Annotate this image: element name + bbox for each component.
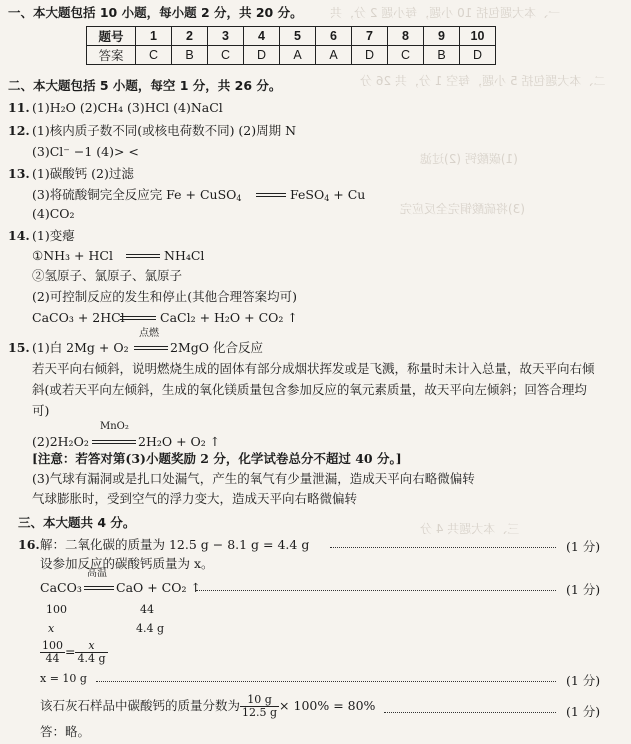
q16-equation-right: CaO + CO₂ ↑	[116, 580, 201, 595]
dotted-leader	[96, 681, 556, 682]
q12-line-2: (3)Cl⁻ −1 (4)> <	[32, 144, 139, 159]
q15-paragraph-line-3: 可)	[32, 403, 50, 418]
fraction	[75, 640, 107, 665]
q16-line-2: 设参加反应的碳酸钙质量为 x。	[40, 556, 214, 571]
numerator: 10 g	[240, 694, 279, 707]
q15-line-1-left: (1)白 2Mg + O₂	[32, 340, 129, 355]
score-mark: (1 分)	[566, 539, 601, 554]
bleed-through-text: 三、本大题共 4 分	[420, 522, 520, 536]
answer-cell: B	[172, 46, 208, 65]
co2-mass: 4.4 g	[136, 622, 165, 635]
q15-paragraph-line-2: 斜(或若天平向左倾斜，生成的氧化镁质量包含参加反应的氧元素质量，故天平向左倾斜；回答合理均	[32, 382, 587, 397]
score-mark: (1 分)	[566, 673, 601, 688]
answer-table	[86, 26, 496, 65]
q15-line-2-left: (2)2H₂O₂	[32, 434, 89, 449]
score-mark: (1 分)	[566, 582, 601, 597]
q16-condition-heat: 高温	[87, 568, 107, 579]
denominator: 12.5 g	[242, 706, 278, 719]
q15-condition-ignite: 点燃	[139, 328, 159, 339]
numerator: 100	[42, 639, 63, 652]
dotted-leader	[384, 712, 556, 713]
q14-line-3: ②氢原子、氯原子、氯原子	[32, 268, 183, 283]
question-number: 15.	[8, 340, 30, 355]
answer-cell: D	[244, 46, 280, 65]
answer-cell: D	[352, 46, 388, 65]
molar-mass-caco3: 100	[46, 603, 67, 616]
equals-sign	[92, 440, 136, 444]
question-number-row	[87, 27, 496, 46]
q15-paragraph-line-1: 若天平向右倾斜，说明燃烧生成的固体有部分成烟状挥发或是飞溅，称量时未计入总量，故天平向右倾	[32, 361, 595, 376]
question-number: 4	[244, 27, 280, 46]
question-number: 13.	[8, 166, 30, 181]
molar-mass-co2: 44	[140, 603, 154, 616]
answer-cell: C	[208, 46, 244, 65]
q13-line-1: (1)碳酸钙 (2)过滤	[32, 166, 134, 181]
q16-equation-left: CaCO₃	[40, 580, 82, 595]
question-number: 8	[388, 27, 424, 46]
bleed-through-text: (3)将硫酸铜完全反应完	[400, 202, 525, 216]
q15-line-2-right: 2H₂O + O₂ ↑	[138, 434, 221, 449]
q16-final-text: 该石灰石样品中碳酸钙的质量分数为	[40, 698, 241, 713]
question-number: 1	[136, 27, 172, 46]
q15-catalyst: MnO₂	[100, 421, 129, 432]
question-number: 6	[316, 27, 352, 46]
section-3-heading: 三、本大题共 4 分。	[18, 515, 136, 530]
q14-line-4: (2)可控制反应的发生和停止(其他合理答案均可)	[32, 289, 297, 304]
answer-cell: B	[424, 46, 460, 65]
equals-sign	[120, 316, 156, 320]
q15-line-4: 气球膨胀时，受到空气的浮力变大，造成天平向右略微偏转	[32, 491, 358, 506]
q13-line-2: (3)将硫酸铜完全反应完 Fe + CuSO$_4$	[32, 187, 242, 203]
q13-line-3: (4)CO₂	[32, 206, 75, 221]
denominator: 44	[45, 652, 60, 665]
dotted-leader	[330, 547, 556, 548]
answer-cell: C	[136, 46, 172, 65]
q16-final-line	[40, 692, 375, 720]
answer-cell: D	[460, 46, 496, 65]
q15-line-3: (3)气球有漏洞或是扎口处漏气，产生的氧气有少量泄漏，造成天平向右略微偏转	[32, 471, 475, 486]
score-mark: (1 分)	[566, 704, 601, 719]
question-number: 12.	[8, 123, 30, 138]
equals-sign	[134, 346, 168, 350]
question-number: 5	[280, 27, 316, 46]
q14-line-5-right: CaCl₂ + H₂O + CO₂ ↑	[160, 310, 298, 325]
q16-answer: 答：略。	[40, 724, 91, 739]
q15-line-1-right: 2MgO 化合反应	[170, 340, 263, 355]
q14-line-2-left: ①NH₃ + HCl	[32, 248, 113, 263]
question-number: 10	[460, 27, 496, 46]
q11-answer: (1)H₂O (2)CH₄ (3)HCl (4)NaCl	[32, 100, 223, 115]
proportion-equation: $\frac{100}{44}$ = $\frac{x}{4.4 g}$	[42, 639, 106, 665]
q14-line-5-left: CaCO₃ + 2HCl	[32, 310, 125, 325]
equals-sign	[256, 193, 286, 197]
fraction	[40, 640, 65, 665]
question-number: 14.	[8, 228, 30, 243]
section-2-heading: 二、本大题包括 5 小题，每空 1 分，共 26 分。	[8, 78, 282, 93]
bleed-through-text: 一、本大题包括 10 小题，每小题 2 分，共	[330, 6, 561, 20]
denominator: 4.4 g	[77, 652, 106, 665]
fraction	[240, 694, 279, 719]
q16-line-1: 解：二氧化碳的质量为 12.5 g − 8.1 g = 4.4 g	[40, 537, 310, 552]
bleed-through-text: 二、本大题包括 5 小题，每空 1 分，共 26 分	[360, 74, 606, 88]
q13-line-2-left: (3)将硫酸铜完全反应完 Fe + CuSO	[32, 187, 237, 202]
equals-sign	[84, 586, 114, 590]
q13-line-2-right: FeSO$_4$ + Cu	[290, 187, 366, 203]
answer-cell: A	[316, 46, 352, 65]
numerator: x	[75, 640, 107, 653]
q14-line-2-right: NH₄Cl	[164, 248, 205, 263]
section-1-heading: 一、本大题包括 10 小题，每小题 2 分，共 20 分。	[8, 5, 303, 20]
question-number: 2	[172, 27, 208, 46]
q12-line-1: (1)核内质子数不同(或核电荷数不同) (2)周期 N	[32, 123, 297, 138]
row-label: 答案	[87, 46, 136, 65]
answer-row	[87, 46, 496, 65]
row-label: 题号	[87, 27, 136, 46]
question-number: 9	[424, 27, 460, 46]
q16-result: x = 10 g	[40, 672, 87, 685]
dotted-leader	[196, 590, 556, 591]
bonus-note: [注意：若答对第(3)小题奖励 2 分，化学试卷总分不超过 40 分。]	[32, 451, 402, 466]
question-number: 3	[208, 27, 244, 46]
bleed-through-text: (1)碳酸钙 (2)过滤	[420, 152, 518, 166]
answer-cell: C	[388, 46, 424, 65]
q13-product: FeSO	[290, 187, 325, 202]
answer-cell: A	[280, 46, 316, 65]
unknown-x: x	[48, 622, 55, 635]
question-number: 16.	[18, 537, 40, 552]
q14-line-1: (1)变瘪	[32, 228, 75, 243]
question-number: 11.	[8, 100, 30, 115]
equals-sign	[126, 254, 160, 258]
q16-final-percent: × 100% = 80%	[279, 698, 376, 713]
question-number: 7	[352, 27, 388, 46]
q13-product-cu: + Cu	[329, 187, 366, 202]
